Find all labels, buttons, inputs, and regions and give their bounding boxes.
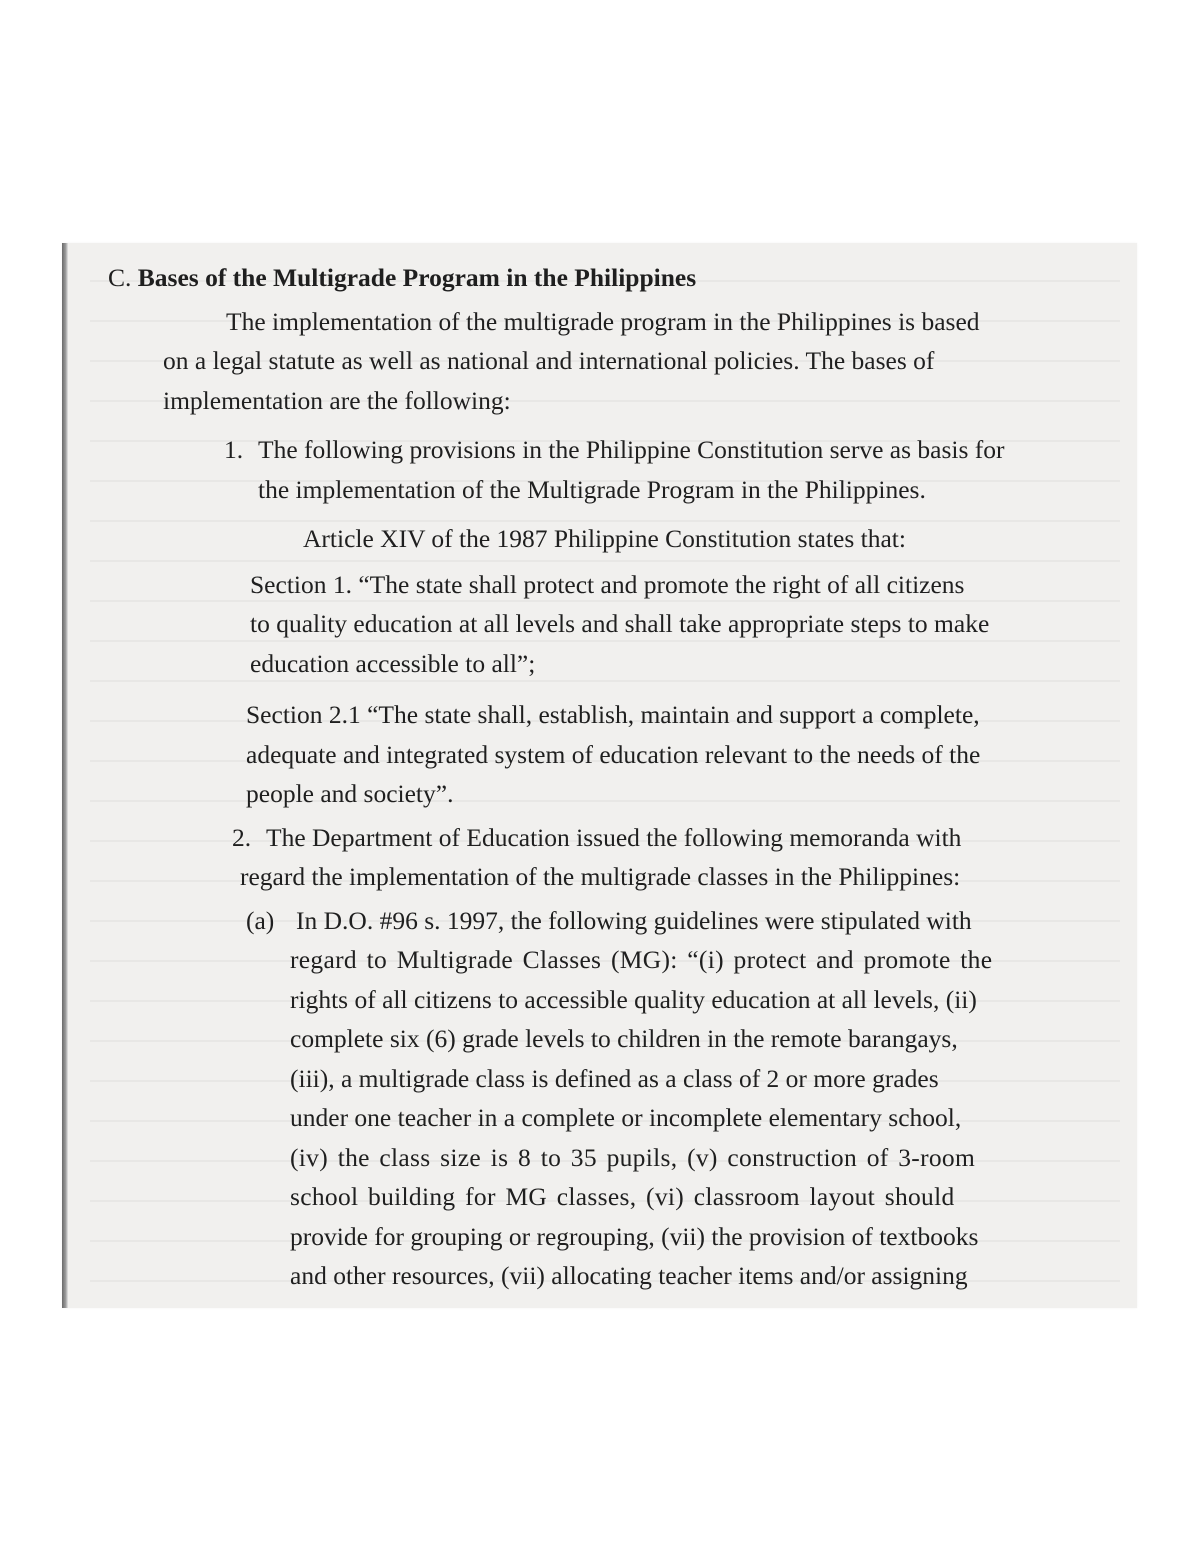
section-letter: C. <box>108 263 132 292</box>
constitution-section-2-1 <box>108 695 1086 814</box>
constitution-quote-intro: Article XIV of the 1987 Philippine Constitution states that: <box>303 524 906 554</box>
intro-line: implementation are the following: <box>163 385 511 415</box>
sub-item-line: and other resources, (vii) allocating teacher items and/or assigning <box>290 1261 968 1291</box>
list-item-line <box>108 430 1088 470</box>
section-title: Bases of the Multigrade Program in the Philippines <box>137 263 697 292</box>
section-line: adequate and integrated system of education relevant to the needs of the <box>246 739 981 769</box>
sub-item-line: under one teacher in a complete or incomplete elementary school, <box>290 1103 962 1133</box>
section-line: people and society”. <box>246 779 454 809</box>
sub-item-label: (a) <box>246 905 275 935</box>
sub-item-line: (iii), a multigrade class is defined as a class of 2 or more grades <box>290 1063 939 1093</box>
sub-item-line: (iv) the class size is 8 to 35 pupils, (v) construction of 3-room <box>290 1142 976 1172</box>
sub-item-line: complete six (6) grade levels to children in the remote barangays, <box>290 1024 958 1054</box>
intro-line: The implementation of the multigrade program in the Philippines is based <box>226 306 980 336</box>
sub-item-line <box>108 901 1088 941</box>
list-item-text: The following provisions in the Philippine Constitution serve as basis for <box>258 435 1005 465</box>
sub-item-line: provide for grouping or regrouping, (vii) the provision of textbooks <box>290 1221 979 1251</box>
list-item-1 <box>108 430 1088 814</box>
sub-item-line: school building for MG classes, (vi) classroom layout should <box>290 1182 955 1212</box>
intro-line: on a legal statute as well as national and international policies. The bases of <box>163 346 935 376</box>
section-line: education accessible to all”; <box>250 648 536 678</box>
section-line: to quality education at all levels and shall take appropriate steps to make <box>250 609 990 639</box>
section-line: Section 2.1 “The state shall, establish, maintain and support a complete, <box>246 700 980 730</box>
list-item-2 <box>108 818 1088 1296</box>
sub-item-line: regard to Multigrade Classes (MG): “(i) protect and promote the <box>290 945 993 975</box>
intro-paragraph <box>108 302 1088 421</box>
page-binding-edge <box>62 243 68 1308</box>
section-line: Section 1. “The state shall protect and promote the right of all citizens <box>250 569 965 599</box>
list-item-line <box>108 818 1088 858</box>
list-item-line: regard the implementation of the multigrade classes in the Philippines: <box>240 862 961 892</box>
list-item-line: the implementation of the Multigrade Program in the Philippines. <box>258 474 926 504</box>
sub-item-line: rights of all citizens to accessible quality education at all levels, (ii) <box>290 984 977 1014</box>
document-body <box>108 258 1088 1298</box>
list-number: 2. <box>232 822 252 852</box>
list-item-text: The Department of Education issued the following memoranda with <box>266 822 962 852</box>
sub-item-text: In D.O. #96 s. 1997, the following guidelines were stipulated with <box>296 905 972 935</box>
section-heading <box>108 258 1088 298</box>
list-number: 1. <box>224 435 244 465</box>
sub-item-a <box>108 901 1088 1296</box>
constitution-section-1 <box>108 565 1090 684</box>
